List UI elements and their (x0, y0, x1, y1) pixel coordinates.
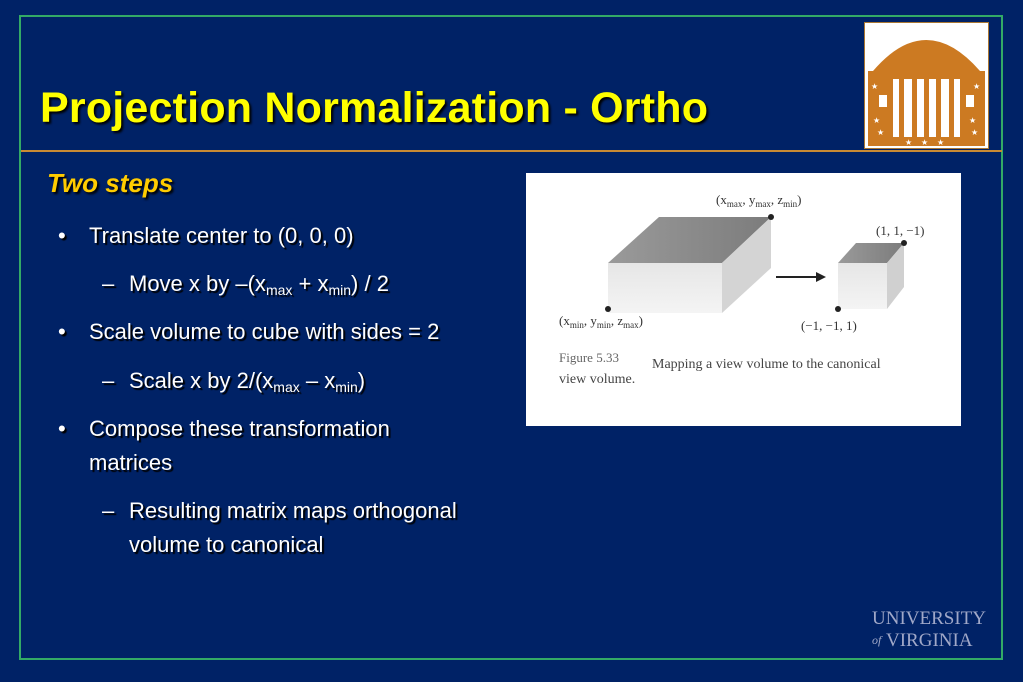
box-corner-max (768, 214, 774, 220)
label-min-corner: ($x_{min}$, $y_{min}$, $z_{max}$) (559, 313, 643, 330)
wordmark-of: of (872, 633, 882, 647)
bullet-text: Compose these transformation matrices (89, 416, 390, 475)
sub-bullet-text: Move x by $-(x_{max} + x_{min}) / 2$ (129, 271, 389, 298)
title-divider (21, 150, 1002, 152)
box-corner-min (605, 306, 611, 312)
university-wordmark-text (870, 603, 995, 653)
dash-glyph: – (102, 498, 115, 523)
sub-bullet-text: Scale x by $2/(x_{max} - x_{min})$ (129, 368, 366, 395)
svg-text:★: ★ (905, 138, 913, 147)
svg-text:★: ★ (877, 128, 885, 137)
svg-text:★: ★ (871, 82, 879, 91)
svg-text:★: ★ (921, 138, 929, 147)
cube-front-face (838, 263, 887, 309)
dash-glyph: – (102, 368, 115, 393)
figure-caption-line2: view volume. (559, 372, 636, 387)
svg-text:★: ★ (971, 128, 979, 137)
slide-title: Projection Normalization - Ortho (40, 84, 709, 132)
bullet-glyph: • (58, 319, 66, 344)
arrow-head (816, 272, 826, 282)
rotunda-logo (864, 22, 989, 149)
label-cube-max: (1, 1, −1) (876, 223, 925, 238)
label-max-corner: ($x_{max}$, $y_{max}$, $z_{min}$) (716, 192, 802, 209)
cube-corner-min (835, 306, 841, 312)
wordmark-line1: UNIVERSITY (872, 608, 986, 629)
figure-caption: Mapping a view volume to the canonical (652, 357, 881, 372)
box-front-face (608, 263, 722, 313)
subheading: Two steps (47, 168, 174, 198)
bullet-text: Scale volume to cube with sides = 2 (89, 319, 440, 344)
dash-glyph: – (102, 271, 115, 296)
rotunda-logo-graphic (865, 23, 988, 148)
bullet-text: Translate center to (0, 0, 0) (89, 223, 354, 248)
university-wordmark (870, 603, 995, 653)
svg-text:★: ★ (973, 82, 981, 91)
svg-text:★: ★ (873, 116, 881, 125)
figure-number: Figure 5.33 (559, 350, 619, 365)
figure-image (526, 173, 961, 426)
svg-text:★: ★ (937, 138, 945, 147)
svg-text:★: ★ (969, 116, 977, 125)
bullet-glyph: • (58, 223, 66, 248)
bullet-glyph: • (58, 416, 66, 441)
cube-corner-max (901, 240, 907, 246)
sub-bullet-text: Resulting matrix maps orthogonal volume to canonical (129, 498, 457, 557)
view-volume-diagram (526, 173, 961, 426)
label-cube-min: (−1, −1, 1) (801, 318, 857, 333)
wordmark-line2: VIRGINIA (886, 630, 973, 651)
